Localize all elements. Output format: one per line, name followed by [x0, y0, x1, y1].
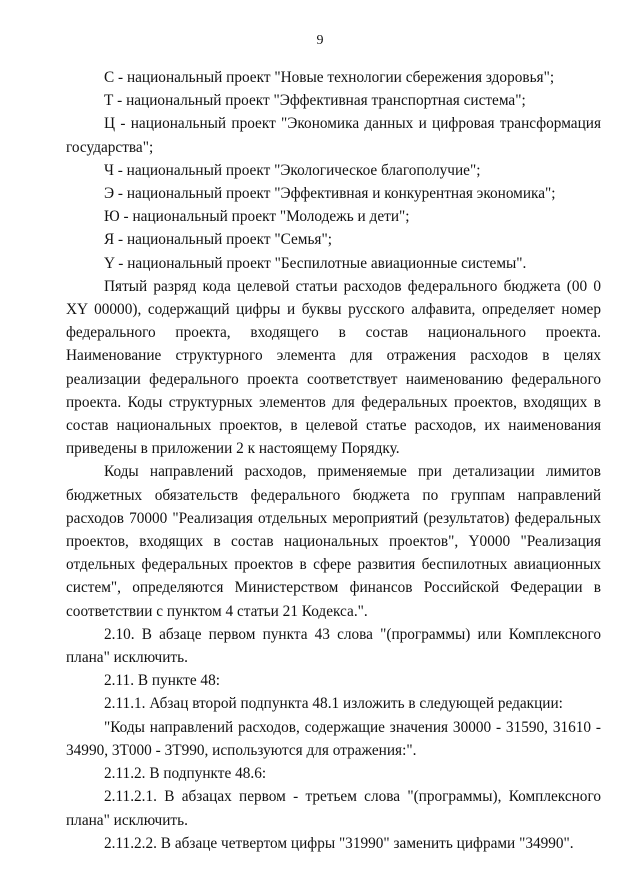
- paragraph-2-11-2-2: 2.11.2.2. В абзаце четвертом цифры "31990" заменить цифрами "34990".: [104, 834, 574, 852]
- paragraph-2-11-1: 2.11.1. Абзац второй подпункта 48.1 изложить в следующей редакции:: [104, 695, 563, 713]
- paragraph-2-10: 2.10. В абзаце первом пункта 43 слова "(программы) или Комплексного плана" исключить.: [66, 625, 601, 667]
- page-number: 9: [316, 33, 324, 48]
- paragraph-project-e: Э - национальный проект "Эффективная и конкурентная экономика";: [104, 185, 556, 203]
- paragraph-direction-codes: Коды направлений расходов, применяемые при детализации лимитов бюджетных обязательств федерального бюджета по группам направлений расходов 70000 "Реализация отдельных мероприятий (результатов) федеральных проектов, входящих в состав национальных проектов", Y0000 "Реализация отдельных федеральных проектов в сфере развития беспилотных авиационных систем", определяются Министерством финансов Российской Федерации в соответствии с пунктом 4 статьи 21 Кодекса.".: [66, 463, 601, 620]
- document-body: [66, 66, 601, 855]
- paragraph-quoted-codes: "Коды направлений расходов, содержащие значения 30000 - 31590, 31610 - 34990, 3Т000 - 3Т990, используются для отражения:".: [66, 718, 601, 759]
- paragraph-project-s: С - национальный проект "Новые технологии сбережения здоровья";: [104, 69, 555, 86]
- paragraph-project-ch: Ч - национальный проект "Экологическое благополучие";: [104, 161, 481, 179]
- paragraph-project-yu: Ю - национальный проект "Молодежь и дети";: [104, 208, 410, 226]
- paragraph-project-ya: Я - национальный проект "Семья";: [104, 231, 332, 249]
- paragraph-project-y: Y - национальный проект "Беспилотные авиационные системы".: [104, 254, 527, 272]
- paragraph-project-ts: Ц - национальный проект "Экономика данных и цифровая трансформация государства";: [66, 115, 601, 156]
- paragraph-2-11-2: 2.11.2. В подпункте 48.6:: [104, 765, 267, 783]
- paragraph-fifth-digit: Пятый разряд кода целевой статьи расходов федерального бюджета (00 0 XY 00000), содержащий цифры и буквы русского алфавита, определяет номер федерального проекта, входящего в состав национального проекта. Наименование структурного элемента для отражения расходов в целях реализации федерального проекта соответствует наименованию федерального проекта. Коды структурных элементов для федеральных проектов, входящих в состав национальных проектов, в целевой статье расходов, их наименования приведены в приложении 2 к настоящему Порядку.: [66, 277, 601, 458]
- paragraph-2-11: 2.11. В пункте 48:: [104, 672, 220, 690]
- paragraph-project-t: Т - национальный проект "Эффективная транспортная система";: [104, 92, 526, 110]
- paragraph-2-11-2-1: 2.11.2.1. В абзацах первом - третьем слова "(программы), Комплексного плана" исключить.: [66, 788, 601, 829]
